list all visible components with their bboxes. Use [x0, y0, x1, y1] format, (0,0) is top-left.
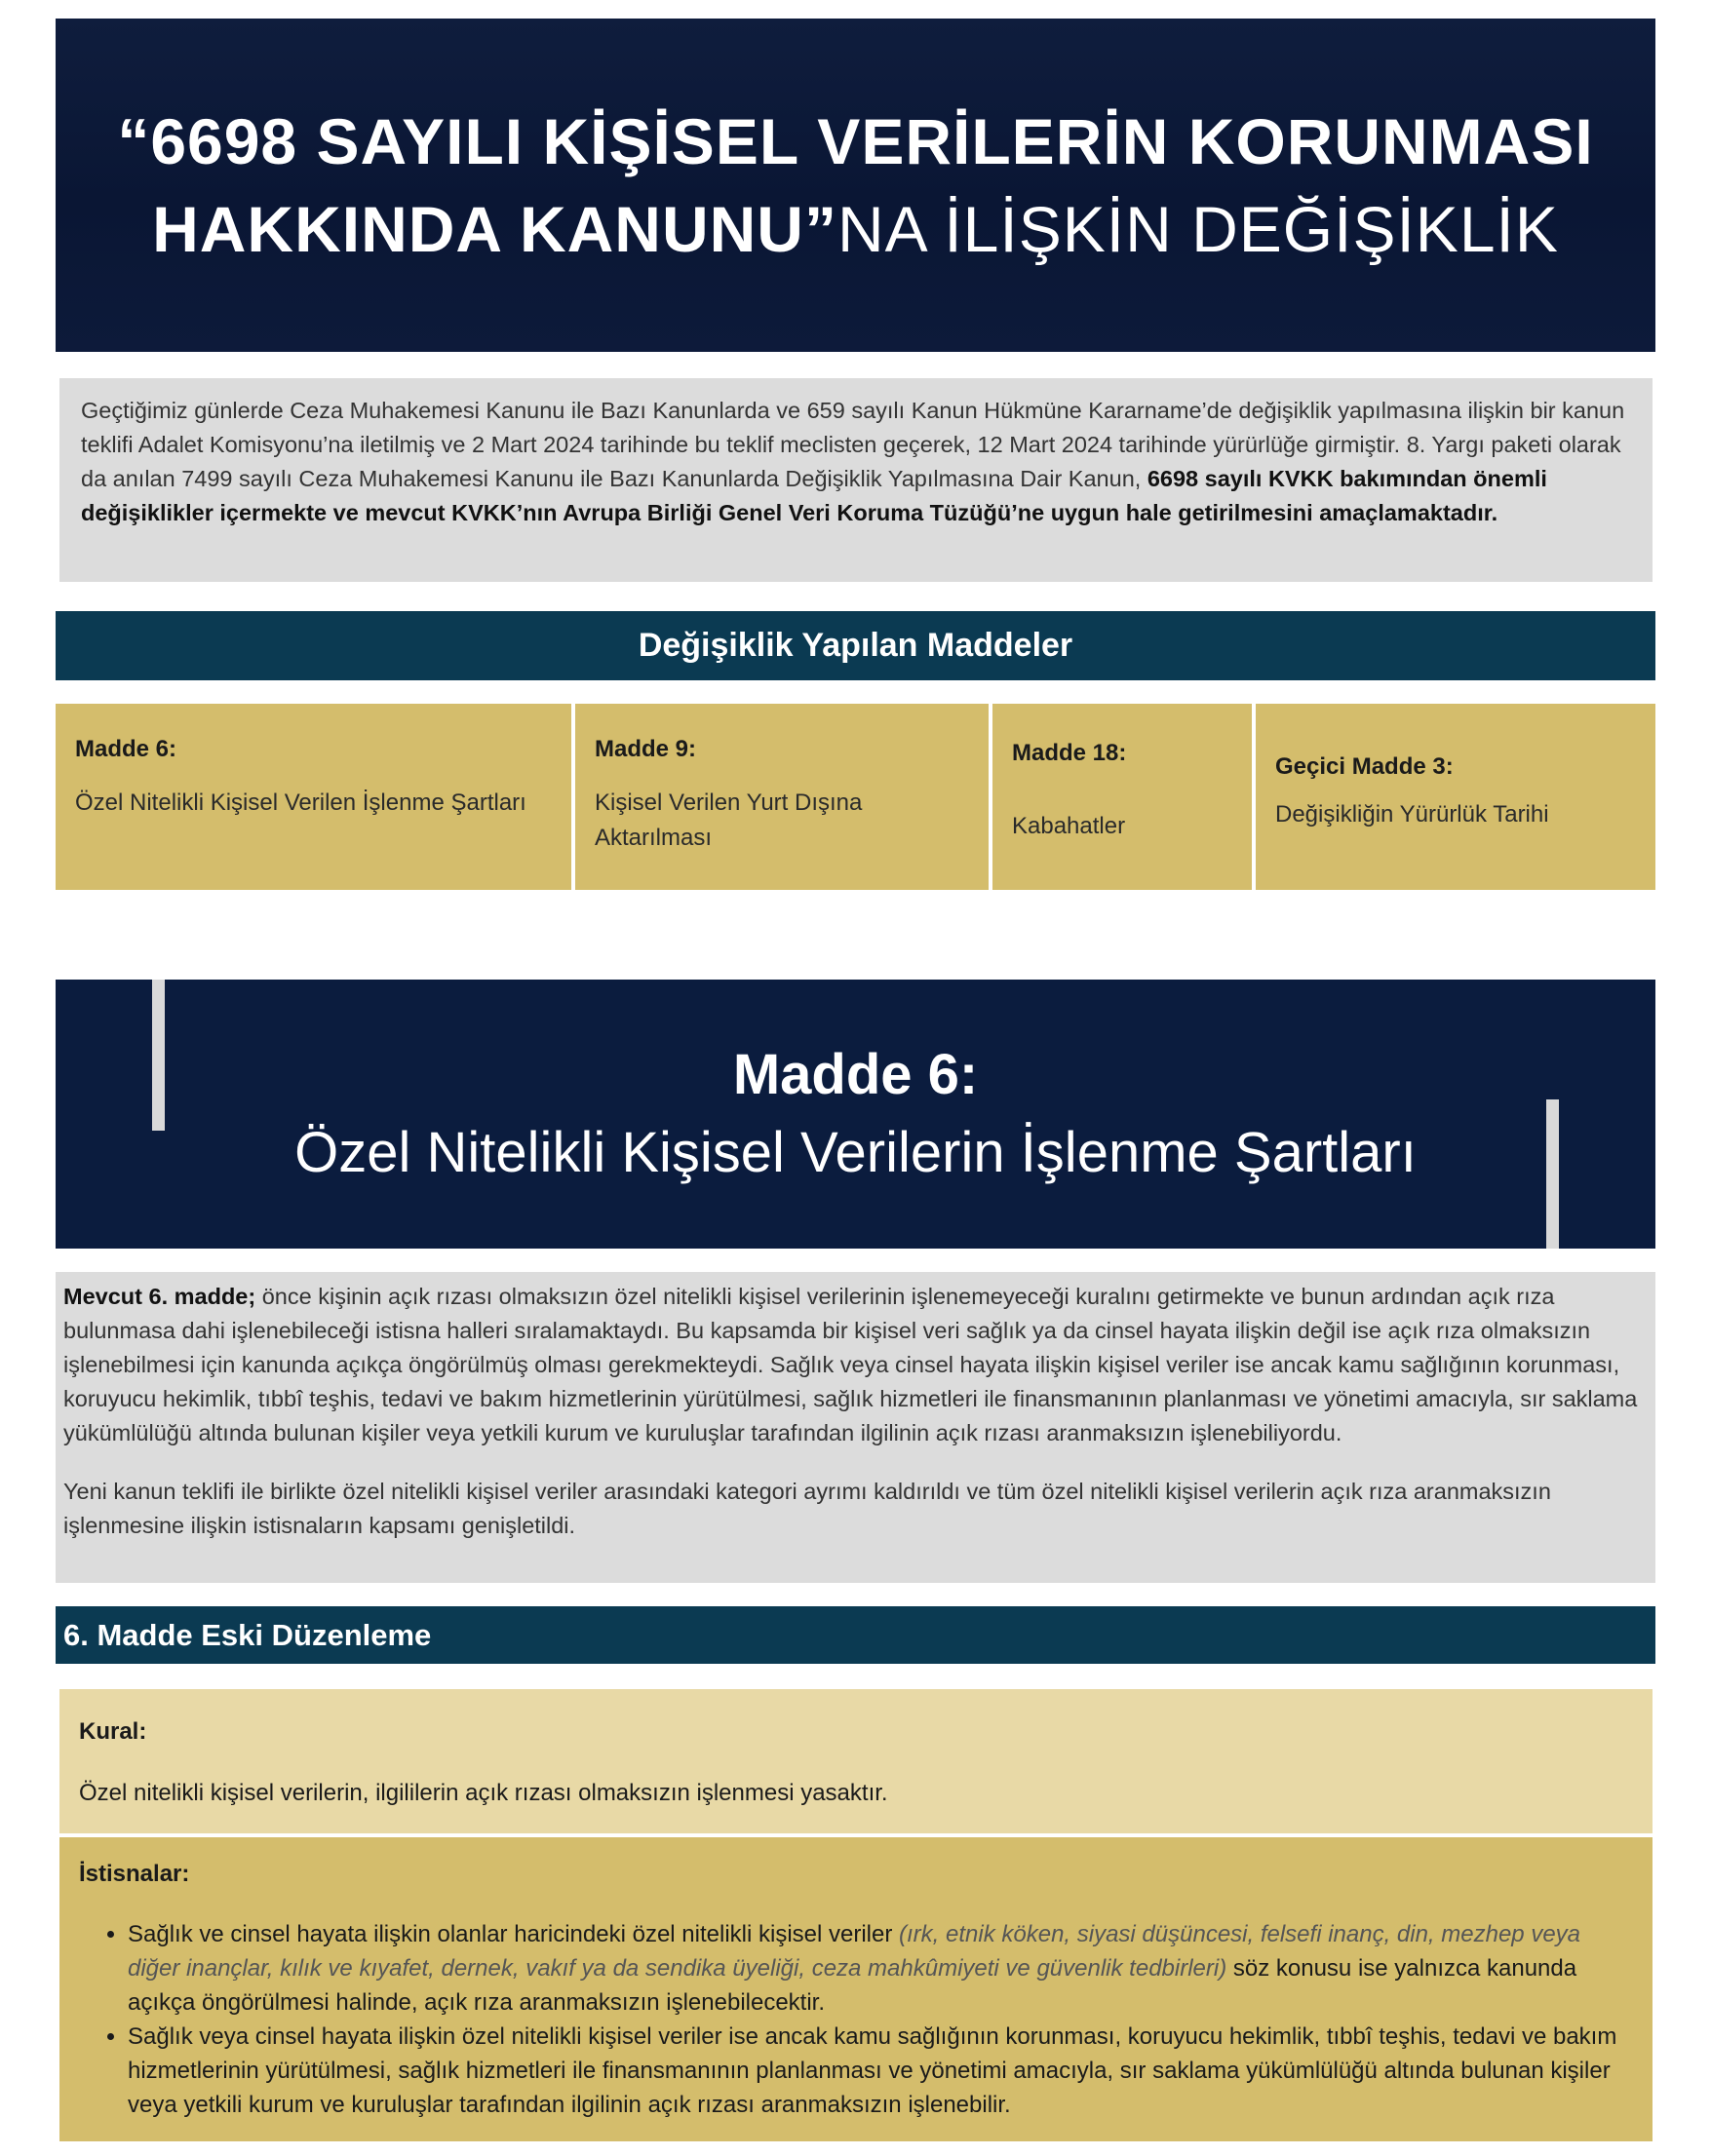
exceptions-box: [59, 1837, 1653, 2141]
article-label: Madde 18:: [1012, 740, 1127, 766]
article-label: Madde 9:: [595, 736, 697, 762]
intro-bold: 6698 sayılı KVKK bakımından önemli değişiklikler içermekte ve mevcut KVKK’nın Avrupa Birliği Genel Veri Koruma Tüzüğü’ne uygun hale getirilmesini amaçlamaktadır.: [81, 466, 1547, 525]
rule-label: Kural:: [79, 1718, 147, 1745]
intro-box: [59, 378, 1653, 582]
rule-text: Özel nitelikli kişisel verilerin, ilgililerin açık rızası olmaksızın işlenmesi yasaktır.: [79, 1780, 888, 1806]
item-italic: (ırk, etnik köken, siyasi düşüncesi, felsefi inanç, din, mezhep veya diğer inançlar, kılık ve kıyafet, dernek, vakıf ya da sendika üyeliği, ceza mahkûmiyeti ve güvenlik tedbirleri): [128, 1921, 1581, 1982]
madde6-banner: [56, 980, 1655, 1249]
article-text: Kişisel Verilen Yurt Dışına Aktarılması: [595, 789, 863, 851]
paragraph-1-text: önce kişinin açık rızası olmaksızın özel nitelikli kişisel verilerinin işlenemeyeceği kuralını getirmekte ve bunun ardından açık rıza bulunmasa dahi işlenebileceği istisna halleri sıralamaktaydı. Bu kapsamda bir kişisel veri sağlık ya da cinsel hayata ilişkin değil ise açık rıza olmaksızın işlenebilmesi için kanunda açıkça öngörülmüş olması gerekmekteydi. Sağlık veya cinsel hayata ilişkin kişisel veriler ise ancak kamu sağlığının korunması, koruyucu hekimlik, tıbbî teşhis, tedavi ve bakım hizmetlerinin yürütülmesi, sağlık hizmetleri ile finansmanının planlanması ve yönetimi amacıyla, sır saklama yükümlülüğü altında bulunan kişiler veya yetkili kurum ve kuruluşlar tarafından ilgilinin açık rızası aranmaksızın işlenebiliyordu.: [63, 1284, 1638, 1445]
rule-box: [59, 1689, 1653, 1833]
intro-text: Geçtiğimiz günlerde Ceza Muhakemesi Kanunu ile Bazı Kanunlarda ve 659 sayılı Kanun Hükmüne Kararname’de değişiklik yapılmasına ilişkin bir kanun teklifi Adalet Komisyonu’na iletilmiş ve 2 Mart 2024 tarihinde bu teklif meclisten geçerek, 12 Mart 2024 tarihinde yürürlüğe girmiştir. 8. Yargı paketi olarak da anılan 7499 sayılı Ceza Muhakemesi Kanunu ile Bazı Kanunlarda Değişiklik Yapılmasına Dair Kanun,: [81, 398, 1625, 491]
paragraph-lead: Mevcut 6. madde;: [63, 1284, 256, 1309]
article-text: Değişikliğin Yürürlük Tarihi: [1275, 801, 1549, 828]
list-item: [128, 1917, 1633, 2020]
article-card-18: [992, 704, 1252, 890]
article-text: Özel Nitelikli Kişisel Verilen İşlenme Şartları: [75, 789, 526, 816]
article-card-temp3: [1256, 704, 1655, 890]
madde6-subtitle: Özel Nitelikli Kişisel Verilerin İşlenme Şartları: [294, 1121, 1417, 1184]
list-item: • Sağlık veya cinsel hayata ilişkin özel nitelikli kişisel veriler ise ancak kamu sağlığının korunması, koruyucu hekimlik, tıbbî teşhis, tedavi ve bakım hizmetlerinin yürütülmesi, sağlık hizmetleri ile finansmanının planlanması ve yönetimi amacıyla, sır saklama yükümlülüğü altında bulunan kişiler veya yetkili kurum ve kuruluşlar tarafından ilgilinin açık rızası aranmaksızın işlenebilir.: [128, 2020, 1633, 2122]
title-normal: NA İLİŞKİN DEĞİŞİKLİK: [836, 193, 1559, 265]
article-label: Madde 6:: [75, 736, 177, 762]
exceptions-list: [79, 1917, 1633, 2122]
section-old-regulation: 6. Madde Eski Düzenleme: [56, 1606, 1655, 1664]
article-text: Kabahatler: [1012, 813, 1126, 839]
item-text: Sağlık ve cinsel hayata ilişkin olanlar haricindeki özel nitelikli kişisel veriler: [128, 1921, 900, 1947]
article-label: Geçici Madde 3:: [1275, 753, 1454, 780]
madde6-title: Madde 6:: [732, 1043, 979, 1106]
paragraph-2: Yeni kanun teklifi ile birlikte özel nitelikli kişisel veriler arasındaki kategori ayrımı kaldırıldı ve tüm özel nitelikli kişisel verilerin açık rıza aranmaksızın işlenmesine ilişkin istisnaların kapsamı genişletildi.: [63, 1479, 1551, 1538]
current-article-box: [56, 1272, 1655, 1583]
article-card-9: [575, 704, 989, 890]
article-card-6: [56, 704, 571, 890]
page-title: [56, 97, 1655, 273]
paragraph-1: [63, 1280, 1648, 1450]
section-changed-articles: Değişiklik Yapılan Maddeler: [56, 611, 1655, 680]
title-bold: “6698 SAYILI KİŞİSEL VERİLERİN KORUNMASI HAKKINDA KANUNU”: [117, 105, 1594, 265]
exceptions-label: İstisnalar:: [79, 1861, 190, 1887]
item-text-end: söz konusu ise yalnızca kanunda açıkça öngörülmesi halinde, açık rıza aranmaksızın işlenebilecektir.: [128, 1955, 1577, 2016]
